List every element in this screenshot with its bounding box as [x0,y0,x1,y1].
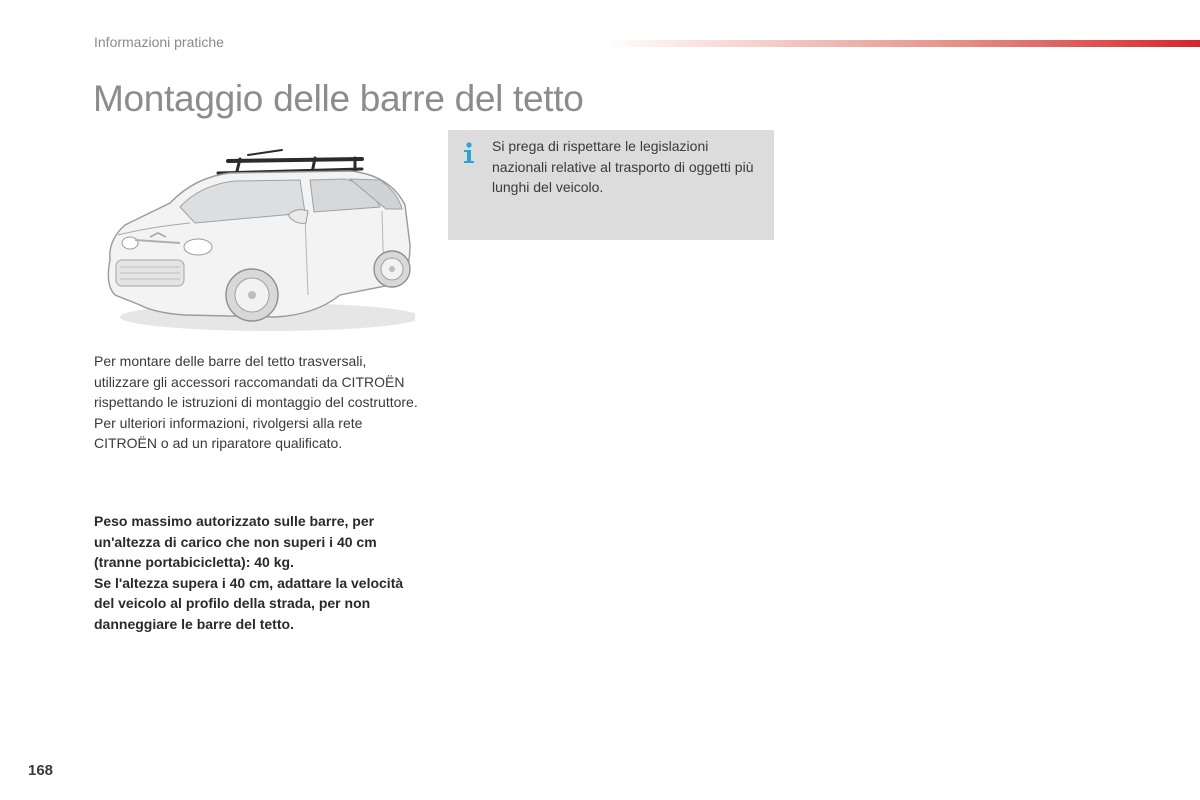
contact-paragraph: Per ulteriori informazioni, rivolgersi alla rete CITROËN o ad un riparatore qualificato. [94,414,363,451]
info-box [448,130,774,240]
instructions-paragraph: Per montare delle barre del tetto trasversali, utilizzare gli accessori raccomandati da CITROËN rispettando le istruzioni di montaggio del costruttore. [94,353,418,410]
info-text: Si prega di rispettare le legislazioni nazionali relative al trasporto di oggetti più lunghi del veicolo. [492,138,754,195]
car-illustration [100,145,415,340]
header-accent-rule [600,40,1200,47]
max-load-paragraph: Peso massimo autorizzato sulle barre, per un'altezza di carico che non superi i 40 cm (tranne portabicicletta): 40 kg. [94,513,377,570]
speed-advice-paragraph: Se l'altezza supera i 40 cm, adattare la velocità del veicolo al profilo della strada, per non danneggiare le barre del tetto. [94,574,404,632]
page-number: 168 [28,762,54,779]
section-label: Informazioni pratiche [94,34,224,50]
page-title: Montaggio delle barre del tetto [93,78,584,119]
mounting-instructions [94,351,424,454]
load-warning [94,511,424,634]
info-icon [462,142,476,164]
